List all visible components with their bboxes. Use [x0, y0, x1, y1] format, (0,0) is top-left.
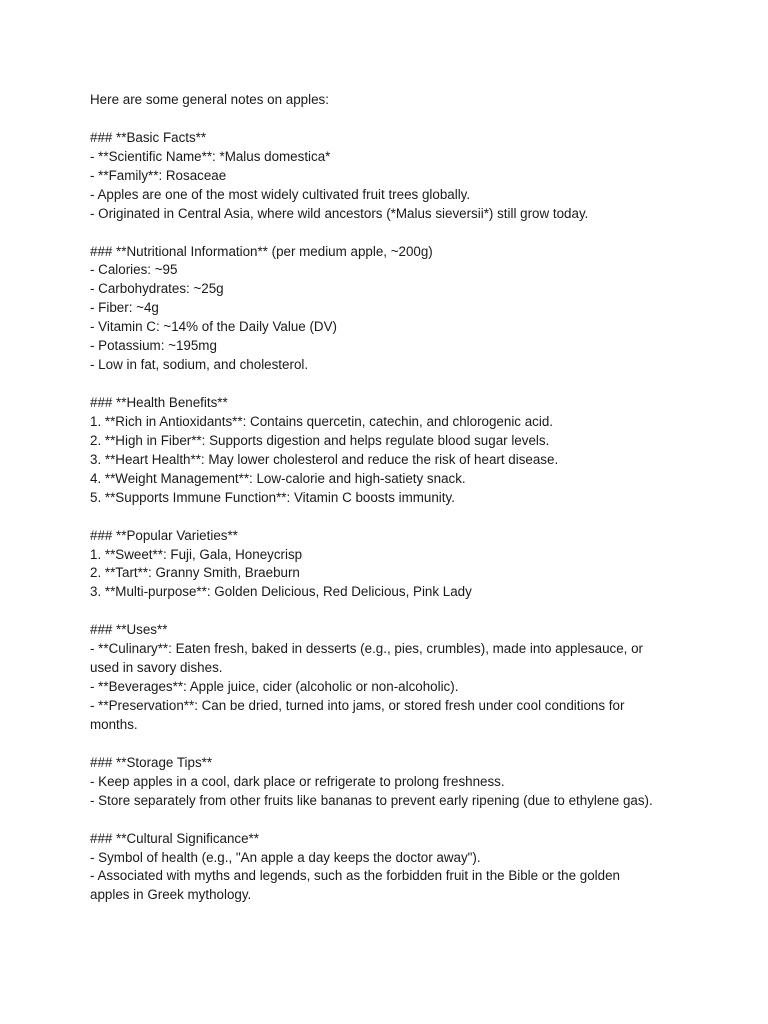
section-heading: ### **Nutritional Information** (per medium apple, ~200g): [90, 243, 433, 259]
section-popular-varieties: [90, 527, 690, 603]
section-nutrition: [90, 243, 690, 376]
document-body: [90, 91, 690, 905]
list-item: - Keep apples in a cool, dark place or refrigerate to prolong freshness.: [90, 773, 505, 789]
spacer: [90, 602, 690, 621]
spacer: [90, 735, 690, 754]
list-item: - Potassium: ~195mg: [90, 338, 217, 354]
list-item: 5. **Supports Immune Function**: Vitamin C boosts immunity.: [90, 489, 455, 505]
intro-line: Here are some general notes on apples:: [90, 92, 329, 107]
list-item-continuation: apples in Greek mythology.: [90, 887, 252, 903]
section-uses: [90, 621, 690, 735]
list-item: - **Family**: Rosaceae: [90, 167, 227, 183]
section-storage-tips: [90, 754, 690, 811]
list-item: 1. **Sweet**: Fuji, Gala, Honeycrisp: [90, 546, 303, 562]
spacer: [90, 375, 690, 394]
section-basic-facts: [90, 129, 690, 224]
section-heading: ### **Health Benefits**: [90, 395, 228, 410]
list-item: 1. **Rich in Antioxidants**: Contains quercetin, catechin, and chlorogenic acid.: [90, 413, 553, 429]
list-item: 2. **High in Fiber**: Supports digestion and helps regulate blood sugar levels.: [90, 432, 550, 448]
list-item: - **Beverages**: Apple juice, cider (alcoholic or non-alcoholic).: [90, 679, 459, 695]
section-cultural-significance: [90, 830, 690, 906]
spacer: [90, 224, 690, 243]
list-item: - Carbohydrates: ~25g: [90, 281, 224, 297]
list-item: 2. **Tart**: Granny Smith, Braeburn: [90, 565, 300, 581]
list-item: 4. **Weight Management**: Low-calorie and high-satiety snack.: [90, 470, 466, 486]
section-health-benefits: [90, 394, 690, 508]
list-item: - Fiber: ~4g: [90, 300, 159, 316]
list-item: - **Culinary**: Eaten fresh, baked in desserts (e.g., pies, crumbles), made into applesauce, or: [90, 641, 644, 657]
list-item: 3. **Heart Health**: May lower cholesterol and reduce the risk of heart disease.: [90, 451, 559, 467]
spacer: [90, 508, 690, 527]
list-item: - Originated in Central Asia, where wild ancestors (*Malus sieversii*) still grow today.: [90, 205, 589, 221]
section-heading: ### **Uses**: [90, 622, 168, 638]
list-item: - Low in fat, sodium, and cholesterol.: [90, 357, 309, 373]
section-heading: ### **Popular Varieties**: [90, 527, 238, 543]
section-heading: ### **Storage Tips**: [90, 754, 213, 770]
spacer: [90, 811, 690, 830]
list-item: - **Preservation**: Can be dried, turned into jams, or stored fresh under cool conditions for: [90, 698, 625, 713]
list-item-continuation: months.: [90, 716, 138, 732]
spacer: [90, 110, 690, 129]
list-item: - Calories: ~95: [90, 262, 178, 278]
list-item: - Vitamin C: ~14% of the Daily Value (DV): [90, 319, 337, 335]
list-item-continuation: used in savory dishes.: [90, 660, 223, 676]
list-item: - **Scientific Name**: *Malus domestica*: [90, 148, 331, 164]
list-item: - Symbol of health (e.g., "An apple a day keeps the doctor away").: [90, 849, 481, 865]
section-heading: ### **Basic Facts**: [90, 129, 207, 145]
list-item: 3. **Multi-purpose**: Golden Delicious, Red Delicious, Pink Lady: [90, 584, 472, 600]
list-item: - Associated with myths and legends, such as the forbidden fruit in the Bible or the golden: [90, 868, 620, 884]
list-item: - Store separately from other fruits like bananas to prevent early ripening (due to ethylene gas).: [90, 792, 653, 808]
section-heading: ### **Cultural Significance**: [90, 830, 259, 846]
list-item: - Apples are one of the most widely cultivated fruit trees globally.: [90, 186, 471, 202]
